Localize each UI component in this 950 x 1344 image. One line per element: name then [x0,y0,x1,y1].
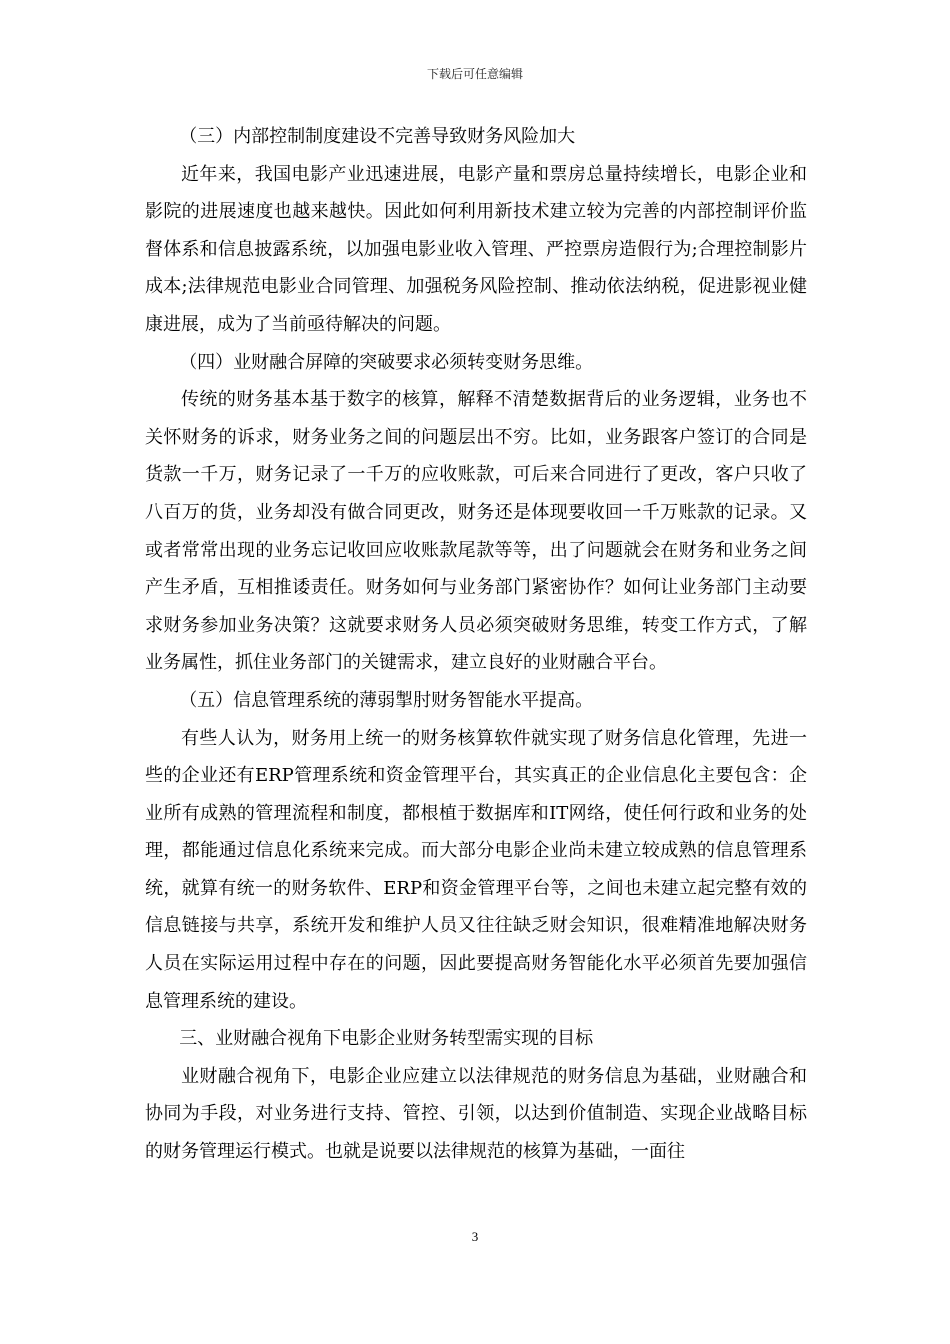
page-number: 3 [471,1229,479,1244]
body-paragraph: 有些人认为，财务用上统一的财务核算软件就实现了财务信息化管理，先进一些的企业还有ERP管理系统和资金管理平台，其实真正的企业信息化主要包含：企业所有成熟的管理流程和制度，都根植于数据库和IT网络，使任何行政和业务的处理，都能通过信息化系统来完成。而大部分电影企业尚未建立较成熟的信息管理系统，就算有统一的财务软件、ERP和资金管理平台等，之间也未建立起完整有效的信息链接与共享，系统开发和维护人员又往往缺乏财会知识，很难精准地解决财务人员在实际运用过程中存在的问题，因此要提高财务智能化水平必须首先要加强信息管理系统的建设。 [145,727,807,1012]
section-heading-transformation-goals: 三、业财融合视角下电影企业财务转型需实现的目标 [179,1028,594,1050]
body-paragraph: 业财融合视角下，电影企业应建立以法律规范的财务信息为基础，业财融合和协同为手段，对业务进行支持、管控、引领，以达到价值制造、实现企业战略目标的财务管理运行模式。也就是说要以法律规范的核算为基础，一面往 [145,1065,807,1163]
page-header: 下载后可任意编辑 [426,67,523,81]
section-heading-internal-control: （三）内部控制制度建设不完善导致财务风险加大 [179,126,576,147]
body-paragraph: 近年来，我国电影产业迅速进展，电影产量和票房总量持续增长，电影企业和影院的进展速度也越来越快。因此如何利用新技术建立较为完善的内部控制评价监督体系和信息披露系统，以加强电影业收入管理、严控票房造假行为;合理控制影片成本;法律规范电影业合同管理、加强税务风险控制、推动依法纳税，促进影视业健康进展，成为了当前亟待解决的问题。 [145,163,807,335]
section-heading-business-finance-barrier: （四）业财融合屏障的突破要求必须转变财务思维。 [179,351,594,373]
document-body [145,118,807,1171]
section-heading-information-system: （五）信息管理系统的薄弱掣肘财务智能水平提高。 [179,689,594,711]
body-paragraph: 传统的财务基本基于数字的核算，解释不清楚数据背后的业务逻辑，业务也不关怀财务的诉求，财务业务之间的问题层出不穷。比如，业务跟客户签订的合同是货款一千万，财务记录了一千万的应收账款，可后来合同进行了更改，客户只收了八百万的货，业务却没有做合同更改，财务还是体现要收回一千万账款的记录。又或者常常出现的业务忘记收回应收账款尾款等等，出了问题就会在财务和业务之间产生矛盾，互相推诿责任。财务如何与业务部门紧密协作？如何让业务部门主动要求财务参加业务决策？这就要求财务人员必须突破财务思维，转变工作方式，了解业务属性，抓住业务部门的关键需求，建立良好的业财融合平台。 [145,389,807,674]
